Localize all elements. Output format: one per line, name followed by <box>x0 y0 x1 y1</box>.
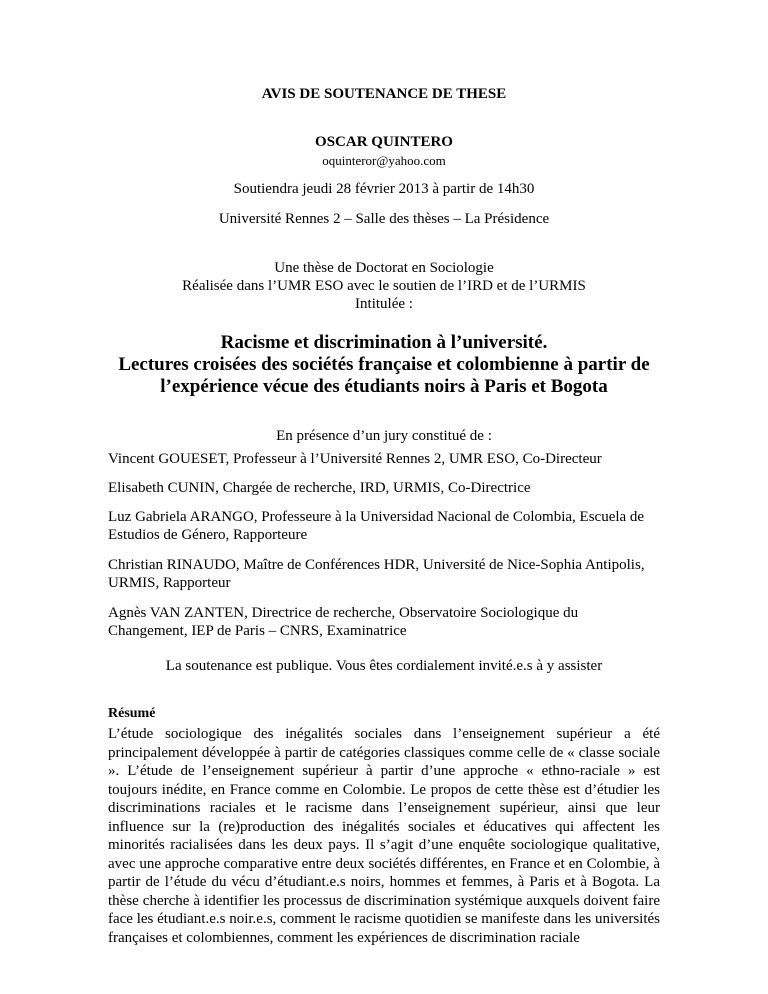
thesis-title-line-2: Lectures croisées des sociétés française et colombienne à partir de <box>118 354 650 375</box>
defense-date: Soutiendra jeudi 28 février 2013 à partir de 14h30 <box>233 181 535 197</box>
thesis-title-line-1: Racisme et discrimination à l’université. <box>220 332 548 353</box>
jury-member: Luz Gabriela ARANGO, Professeure à la Universidad Nacional de Colombia, Escuela de Estudios de Género, Rapporteure <box>108 509 645 543</box>
abstract-heading: Résumé <box>108 706 156 721</box>
jury-member: Agnès VAN ZANTEN, Directrice de recherche, Observatoire Sociologique du Changement, IEP de Paris – CNRS, Examinatrice <box>108 605 579 639</box>
abstract-text: L’étude sociologique des inégalités sociales dans l’enseignement supérieur a été principalement développée à partir de catégories classiques comme celle de « classe sociale ». L’étude de l’enseignement supérieur à partir d’une approche « ethno-raciale » est toujours inédite, en France comme en Colombie. Le propos de cette thèse est d’étudier les discriminations raciales et le racisme dans l’enseignement supérieur, ainsi que leur influence sur la (re)production des inégalités sociales et éducatives qui affectent les minorités racialisées dans les deux pays. Il s’agit d’une enquête sociologique qualitative, avec une approche comparative entre deux sociétés différentes, en France et en Colombie, à partir de l’étude du vécu d’étudiant.e.s noirs, hommes et femmes, à Paris et à Bogota. La thèse cherche à identifier les processus de discrimination systémique auxquels doivent faire face les étudiant.e.s noir.e.s, comment le racisme quotidien se manifeste dans les universités françaises et colombiennes, comment les expériences de discrimination raciale <box>108 726 660 946</box>
author-email: oquinteror@yahoo.com <box>322 153 446 168</box>
thesis-lab: Réalisée dans l’UMR ESO avec le soutien de l’IRD et de l’URMIS <box>182 278 586 294</box>
author-name: OSCAR QUINTERO <box>315 134 453 150</box>
public-notice: La soutenance est publique. Vous êtes cordialement invité.e.s à y assister <box>165 658 603 674</box>
thesis-title-line-3: l’expérience vécue des étudiants noirs à Paris et Bogota <box>160 376 608 397</box>
notice-heading: AVIS DE SOUTENANCE DE THESE <box>261 86 507 102</box>
jury-member: Elisabeth CUNIN, Chargée de recherche, IRD, URMIS, Co-Directrice <box>108 480 531 496</box>
defense-place: Université Rennes 2 – Salle des thèses – La Présidence <box>218 211 550 227</box>
jury-member: Vincent GOUESET, Professeur à l’Université Rennes 2, UMR ESO, Co-Directeur <box>108 451 602 467</box>
jury-intro: En présence d’un jury constitué de : <box>276 428 492 444</box>
thesis-degree: Une thèse de Doctorat en Sociologie <box>274 260 494 276</box>
jury-member: Christian RINAUDO, Maître de Conférences HDR, Université de Nice-Sophia Antipolis, URMIS, Rapporteur <box>108 557 645 591</box>
thesis-entitled: Intitulée : <box>355 296 413 312</box>
